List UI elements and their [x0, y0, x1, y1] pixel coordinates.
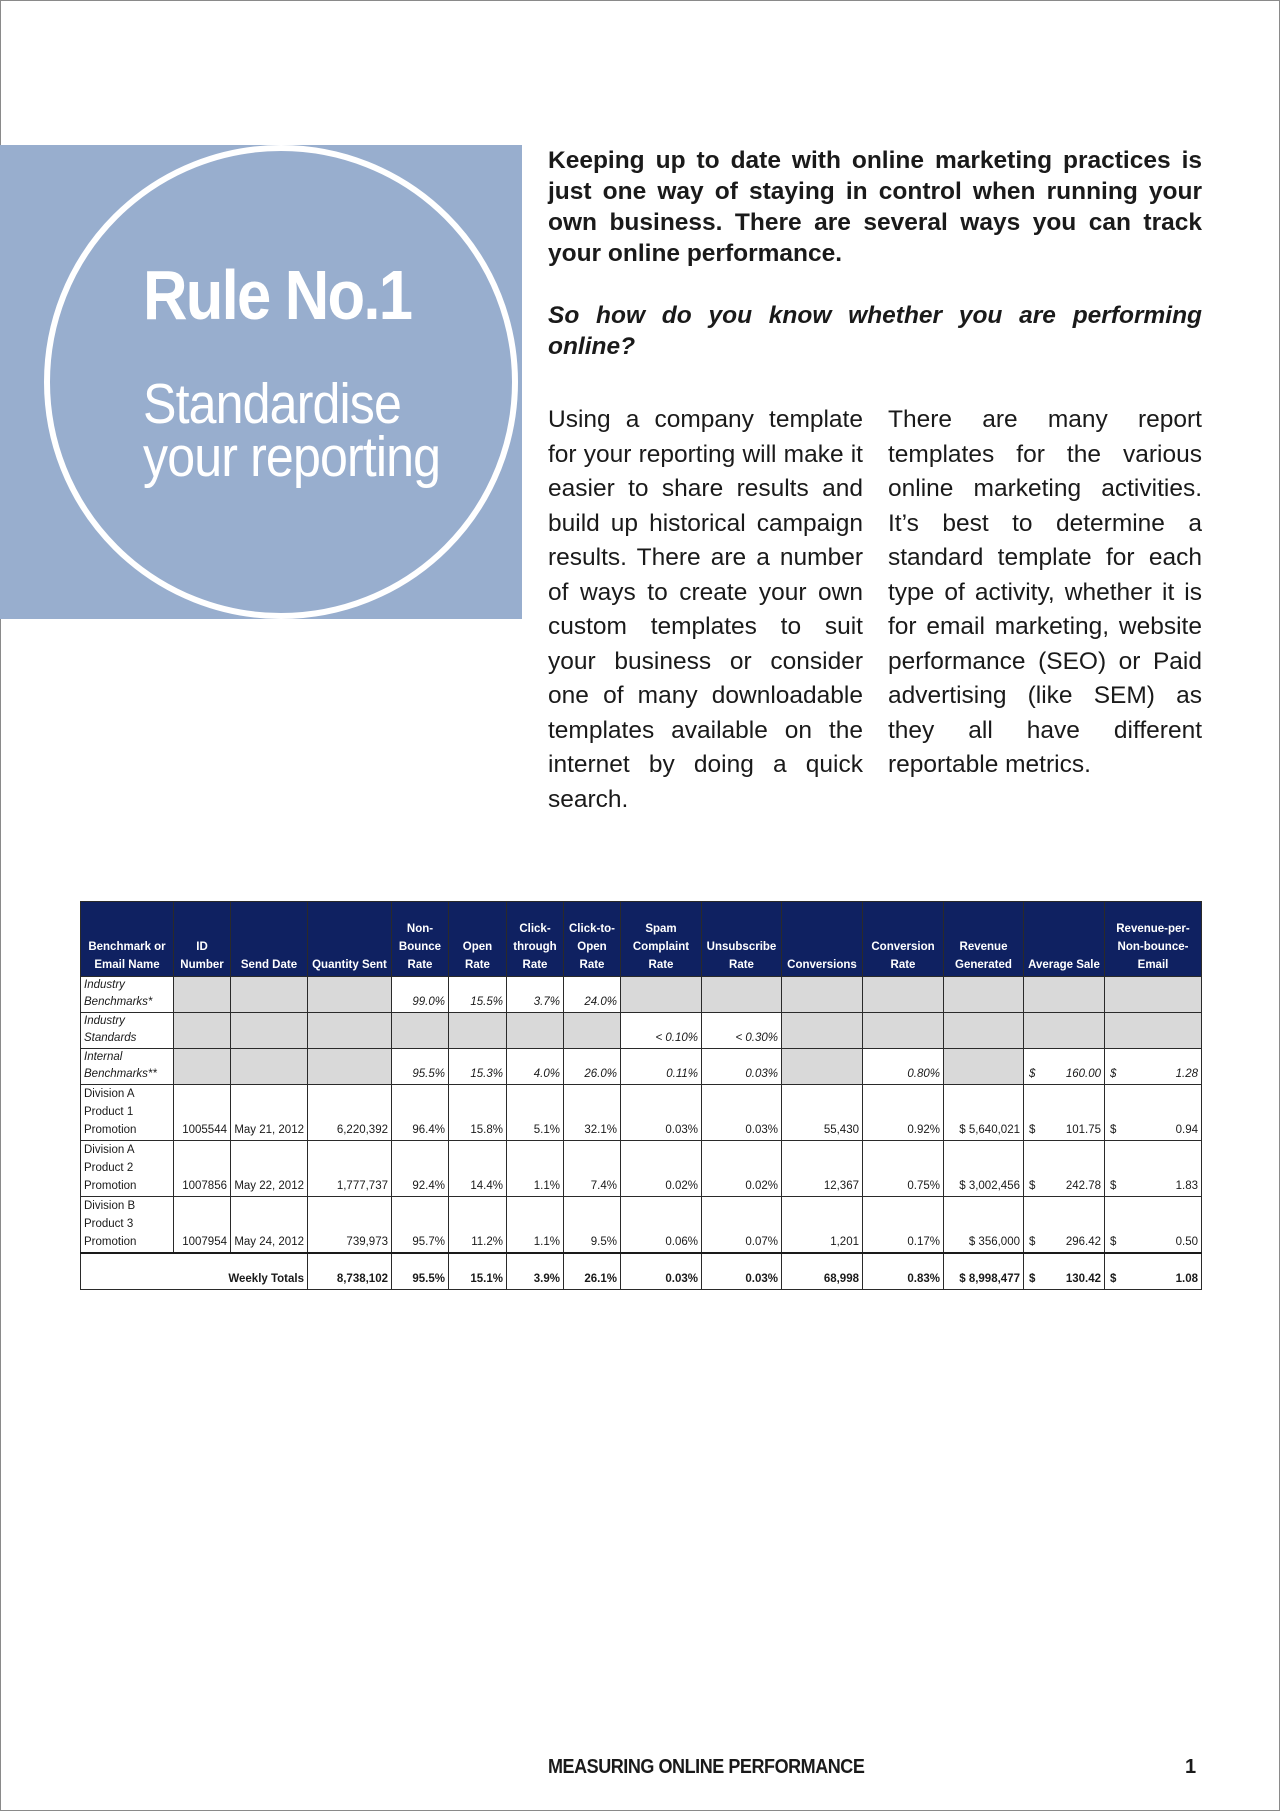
cell-click-through-rate: 1.1%: [507, 1197, 564, 1254]
cell-send-date: May 22, 2012: [231, 1141, 308, 1197]
header-name: Benchmark or Email Name: [81, 902, 174, 977]
cell-value: 242.78: [1065, 1180, 1101, 1192]
cell-click-to-open-rate: 24.0%: [564, 977, 621, 1013]
cell-send-date: May 21, 2012: [231, 1085, 308, 1141]
empty-cell: [621, 977, 702, 1013]
empty-cell: [1105, 977, 1202, 1013]
email-report-table: [80, 901, 1202, 1290]
empty-cell: [174, 977, 231, 1013]
cell-quantity-sent: 739,973: [308, 1197, 392, 1254]
cell-conversion-rate: 0.80%: [863, 1049, 944, 1085]
row-label: Division B Product 3 Promotion: [81, 1197, 174, 1254]
cell-value: 130.42: [1065, 1273, 1101, 1285]
cell-revenue-per-email: [1105, 1141, 1202, 1197]
totals-row: [81, 1253, 1202, 1290]
cell-revenue-generated: $ 356,000: [944, 1197, 1024, 1254]
cell-conversion-rate: 0.92%: [863, 1085, 944, 1141]
cell-average-sale: [1024, 1197, 1105, 1254]
currency-symbol: $: [1110, 1068, 1117, 1080]
empty-cell: [1024, 1013, 1105, 1049]
header-id: ID Number: [174, 902, 231, 977]
empty-cell: [392, 1013, 449, 1049]
cell-non-bounce-rate: 99.0%: [392, 977, 449, 1013]
cell-conversions: 68,998: [782, 1253, 863, 1290]
cell-conversion-rate: 0.17%: [863, 1197, 944, 1254]
cell-conversions: 1,201: [782, 1197, 863, 1254]
cell-spam-complaint-rate: 0.11%: [621, 1049, 702, 1085]
cell-non-bounce-rate: 95.7%: [392, 1197, 449, 1254]
cell-conversions: 12,367: [782, 1141, 863, 1197]
totals-label: Weekly Totals: [81, 1253, 308, 1290]
cell-click-to-open-rate: 26.1%: [564, 1253, 621, 1290]
cell-non-bounce-rate: 96.4%: [392, 1085, 449, 1141]
cell-unsubscribe-rate: 0.02%: [702, 1141, 782, 1197]
row-label: Industry Benchmarks*: [81, 977, 174, 1013]
cell-average-sale: [1024, 1085, 1105, 1141]
cell-open-rate: 15.8%: [449, 1085, 507, 1141]
cell-spam-complaint-rate: 0.03%: [621, 1253, 702, 1290]
cell-unsubscribe-rate: 0.03%: [702, 1253, 782, 1290]
empty-cell: [231, 1013, 308, 1049]
cell-non-bounce-rate: 92.4%: [392, 1141, 449, 1197]
cell-open-rate: 15.1%: [449, 1253, 507, 1290]
cell-spam-complaint-rate: 0.03%: [621, 1085, 702, 1141]
cell-average-sale: [1024, 1253, 1105, 1290]
header-conversions: Conversions: [782, 902, 863, 977]
table-row: [81, 1197, 1202, 1254]
header-average-sale: Average Sale: [1024, 902, 1105, 977]
cell-conversions: 55,430: [782, 1085, 863, 1141]
cell-non-bounce-rate: 95.5%: [392, 1253, 449, 1290]
header-click-through-rate: Click- through Rate: [507, 902, 564, 977]
cell-revenue-generated: $ 5,640,021: [944, 1085, 1024, 1141]
cell-non-bounce-rate: 95.5%: [392, 1049, 449, 1085]
table-header-row: [81, 902, 1202, 977]
cell-revenue-generated: $ 3,002,456: [944, 1141, 1024, 1197]
cell-quantity-sent: 6,220,392: [308, 1085, 392, 1141]
currency-symbol: $: [1110, 1180, 1117, 1192]
row-label: Division A Product 1 Promotion: [81, 1085, 174, 1141]
cell-unsubscribe-rate: 0.03%: [702, 1085, 782, 1141]
empty-cell: [308, 1013, 392, 1049]
cell-revenue-per-email: [1105, 1085, 1202, 1141]
empty-cell: [944, 1013, 1024, 1049]
currency-symbol: $: [1029, 1273, 1036, 1285]
cell-click-through-rate: 3.9%: [507, 1253, 564, 1290]
cell-conversion-rate: 0.75%: [863, 1141, 944, 1197]
row-industry-benchmarks: [81, 977, 1202, 1013]
empty-cell: [174, 1049, 231, 1085]
cell-click-through-rate: 5.1%: [507, 1085, 564, 1141]
empty-cell: [1105, 1013, 1202, 1049]
empty-cell: [863, 977, 944, 1013]
cell-average-sale: [1024, 1049, 1105, 1085]
header-unsubscribe-rate: Unsubscribe Rate: [702, 902, 782, 977]
header-revenue-generated: Revenue Generated: [944, 902, 1024, 977]
empty-cell: [702, 977, 782, 1013]
cell-open-rate: 14.4%: [449, 1141, 507, 1197]
rule-title: Rule No.1: [143, 256, 412, 334]
row-internal-benchmarks: [81, 1049, 1202, 1085]
cell-id: 1007954: [174, 1197, 231, 1254]
empty-cell: [174, 1013, 231, 1049]
cell-open-rate: 15.5%: [449, 977, 507, 1013]
intro-paragraph: Keeping up to date with online marketing practices is just one way of staying in control when running your own business. There are several ways you can track your online performance.: [548, 147, 1202, 267]
rule-subtitle: [143, 372, 441, 489]
cell-conversion-rate: 0.83%: [863, 1253, 944, 1290]
table-row: [81, 1085, 1202, 1141]
cell-click-to-open-rate: 7.4%: [564, 1141, 621, 1197]
cell-revenue-per-email: [1105, 1253, 1202, 1290]
empty-cell: [782, 1013, 863, 1049]
table-row: [81, 1141, 1202, 1197]
footer-title: MEASURING ONLINE PERFORMANCE: [548, 1756, 865, 1778]
cell-open-rate: 11.2%: [449, 1197, 507, 1254]
cell-value: 101.75: [1065, 1124, 1101, 1136]
cell-click-through-rate: 3.7%: [507, 977, 564, 1013]
cell-spam-complaint-rate: 0.02%: [621, 1141, 702, 1197]
empty-cell: [863, 1013, 944, 1049]
header-spam-complaint-rate: Spam Complaint Rate: [621, 902, 702, 977]
cell-click-through-rate: 4.0%: [507, 1049, 564, 1085]
cell-value: 1.28: [1175, 1068, 1198, 1080]
empty-cell: [944, 1049, 1024, 1085]
row-industry-standards: [81, 1013, 1202, 1049]
empty-cell: [782, 977, 863, 1013]
body-column-1: Using a company template for your reporting will make it easier to share results and build up historical campaign results. There are a number of ways to create your own custom templates to suit your business or consider one of many downloadable templates available on the internet by doing a quick search.: [548, 406, 863, 813]
cell-click-to-open-rate: 26.0%: [564, 1049, 621, 1085]
cell-id: 1005544: [174, 1085, 231, 1141]
cell-unsubscribe-rate: 0.03%: [702, 1049, 782, 1085]
cell-click-through-rate: 1.1%: [507, 1141, 564, 1197]
header-non-bounce-rate: Non- Bounce Rate: [392, 902, 449, 977]
currency-symbol: $: [1110, 1273, 1117, 1285]
cell-quantity-sent: 8,738,102: [308, 1253, 392, 1290]
cell-value: 0.94: [1175, 1124, 1198, 1136]
row-label: Industry Standards: [81, 1013, 174, 1049]
rule-subtitle-line-1: Standardise: [143, 372, 402, 436]
cell-id: 1007856: [174, 1141, 231, 1197]
cell-average-sale: [1024, 1141, 1105, 1197]
cell-open-rate: 15.3%: [449, 1049, 507, 1085]
rule-subtitle-line-2: your reporting: [143, 425, 441, 489]
cell-spam-complaint-rate: < 0.10%: [621, 1013, 702, 1049]
cell-click-to-open-rate: 32.1%: [564, 1085, 621, 1141]
page-number: 1: [1185, 1756, 1197, 1778]
cell-value: 1.08: [1175, 1273, 1198, 1285]
empty-cell: [308, 1049, 392, 1085]
question-paragraph: So how do you know whether you are performing online?: [548, 302, 1202, 360]
header-revenue-per-email: Revenue-per- Non-bounce- Email: [1105, 902, 1202, 977]
cell-unsubscribe-rate: 0.07%: [702, 1197, 782, 1254]
header-click-to-open-rate: Click-to- Open Rate: [564, 902, 621, 977]
cell-value: 1.83: [1175, 1180, 1198, 1192]
header-open-rate: Open Rate: [449, 902, 507, 977]
body-column-2: There are many report templates for the various online marketing activities. It’s best to determine a standard template for each type of activity, whether it is for email marketing, website performance (SEO) or Paid advertising (like SEM) as they all have different reportable metrics.: [888, 406, 1202, 778]
currency-symbol: $: [1029, 1236, 1036, 1248]
empty-cell: [231, 977, 308, 1013]
cell-click-to-open-rate: 9.5%: [564, 1197, 621, 1254]
empty-cell: [308, 977, 392, 1013]
cell-revenue-per-email: [1105, 1197, 1202, 1254]
empty-cell: [782, 1049, 863, 1085]
empty-cell: [449, 1013, 507, 1049]
currency-symbol: $: [1110, 1236, 1117, 1248]
currency-symbol: $: [1029, 1180, 1036, 1192]
row-label: Division A Product 2 Promotion: [81, 1141, 174, 1197]
cell-spam-complaint-rate: 0.06%: [621, 1197, 702, 1254]
empty-cell: [1024, 977, 1105, 1013]
header-send-date: Send Date: [231, 902, 308, 977]
row-label: Internal Benchmarks**: [81, 1049, 174, 1085]
header-quantity-sent: Quantity Sent: [308, 902, 392, 977]
cell-revenue-per-email: [1105, 1049, 1202, 1085]
cell-value: 160.00: [1065, 1068, 1101, 1080]
cell-value: 0.50: [1175, 1236, 1198, 1248]
cell-send-date: May 24, 2012: [231, 1197, 308, 1254]
empty-cell: [944, 977, 1024, 1013]
cell-revenue-generated: $ 8,998,477: [944, 1253, 1024, 1290]
cell-value: 296.42: [1065, 1236, 1101, 1248]
cell-unsubscribe-rate: < 0.30%: [702, 1013, 782, 1049]
currency-symbol: $: [1110, 1124, 1117, 1136]
empty-cell: [231, 1049, 308, 1085]
currency-symbol: $: [1029, 1068, 1036, 1080]
empty-cell: [507, 1013, 564, 1049]
header-conversion-rate: Conversion Rate: [863, 902, 944, 977]
cell-quantity-sent: 1,777,737: [308, 1141, 392, 1197]
currency-symbol: $: [1029, 1124, 1036, 1136]
empty-cell: [564, 1013, 621, 1049]
